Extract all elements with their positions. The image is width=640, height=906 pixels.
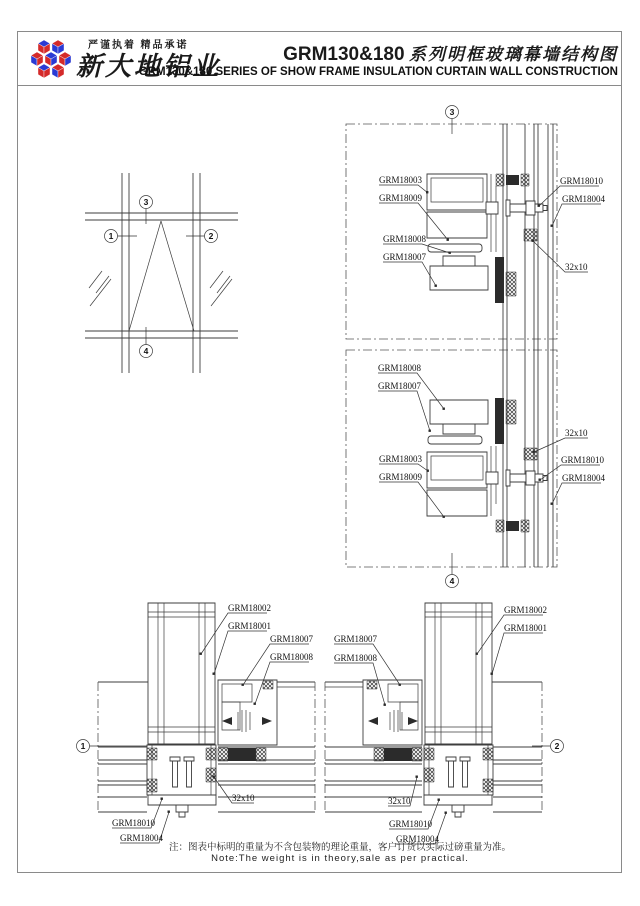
detail-4-drawing [427, 398, 547, 532]
part-label: GRM18009 [379, 193, 423, 203]
title-english: GRM130&180 SERIES OF SHOW FRAME INSULATION CURTAIN WALL CONSTRUCTION [138, 66, 618, 78]
marker-3 [446, 106, 459, 135]
header-divider [17, 85, 622, 86]
part-label: GRM18007 [334, 634, 378, 644]
company-tagline: 严谨执着 精品承诺 [88, 40, 189, 51]
dimension-label: 32x10 [565, 428, 588, 438]
title-model-code: GRM130&180 [283, 44, 405, 65]
vent-sash [363, 680, 422, 745]
part-label: GRM18008 [270, 652, 314, 662]
sheet-note [110, 842, 570, 864]
detail-3-labels [379, 175, 606, 287]
mullion-base [424, 745, 493, 817]
dimension-label: 32x10 [232, 793, 255, 803]
part-label: GRM18003 [379, 175, 423, 185]
marker-4 [446, 553, 459, 588]
part-label: GRM18009 [379, 472, 423, 482]
glass-mullion-lines [503, 124, 553, 567]
bolt-assembly [506, 470, 547, 486]
title-chinese: 系列明框玻璃幕墙结构图 [409, 45, 618, 65]
part-label: GRM18004 [562, 473, 606, 483]
part-label: GRM18002 [228, 603, 272, 613]
part-label: GRM18004 [396, 834, 440, 844]
part-label: GRM18010 [389, 819, 433, 829]
svg-text:4: 4 [449, 576, 455, 586]
part-label: GRM18007 [383, 252, 427, 262]
part-label: GRM18004 [562, 194, 606, 204]
part-label: GRM18001 [228, 621, 272, 631]
part-label: GRM18008 [334, 653, 378, 663]
mullion-base [147, 745, 216, 817]
dimension-label: 32x10 [565, 262, 588, 272]
part-label: GRM18008 [383, 234, 427, 244]
part-label: GRM18010 [560, 176, 604, 186]
vent-sash [218, 680, 277, 745]
svg-text:2: 2 [208, 231, 214, 241]
svg-text:3: 3 [449, 107, 455, 117]
part-label: GRM18007 [270, 634, 314, 644]
marker-1 [77, 740, 148, 753]
part-label: GRM18001 [504, 623, 548, 633]
steel-spacer-32x10 [524, 229, 537, 241]
detail-3-drawing [427, 174, 547, 303]
marker-4 [140, 327, 153, 358]
sheet-title [283, 40, 618, 66]
part-label: GRM18003 [379, 454, 423, 464]
svg-text:4: 4 [143, 346, 149, 356]
vertical-section-details [335, 100, 625, 595]
marker-2 [186, 230, 218, 243]
part-label: GRM18008 [378, 363, 422, 373]
marker-1 [105, 230, 138, 243]
horizontal-section-details [70, 595, 580, 850]
svg-text:2: 2 [554, 741, 560, 751]
part-label: GRM18010 [112, 818, 156, 828]
svg-text:1: 1 [108, 231, 114, 241]
part-label: GRM18007 [378, 381, 422, 391]
detail-4-labels [378, 363, 606, 518]
elevation-diagram [60, 165, 290, 395]
dimension-label: 32x10 [388, 796, 411, 806]
glass-hatch-left [89, 271, 111, 306]
company-name: 新大地铝业 [76, 52, 222, 82]
part-label: GRM18010 [561, 455, 605, 465]
company-logo-icon [29, 38, 75, 82]
svg-text:3: 3 [143, 197, 149, 207]
glass-hatch-right [210, 271, 232, 306]
marker-2 [532, 740, 564, 753]
part-label: GRM18002 [504, 605, 548, 615]
note-chinese: 注：图表中标明的重量为不含包装物的理论重量，客户订货以实际过磅重量为准。 [168, 842, 511, 853]
steel-spacer-32x10 [524, 448, 537, 460]
note-english: Note:The weight is in theory,sale as per practical. [211, 853, 469, 864]
part-label: GRM18004 [120, 833, 164, 843]
svg-text:1: 1 [80, 741, 86, 751]
bolt-assembly [506, 200, 547, 216]
